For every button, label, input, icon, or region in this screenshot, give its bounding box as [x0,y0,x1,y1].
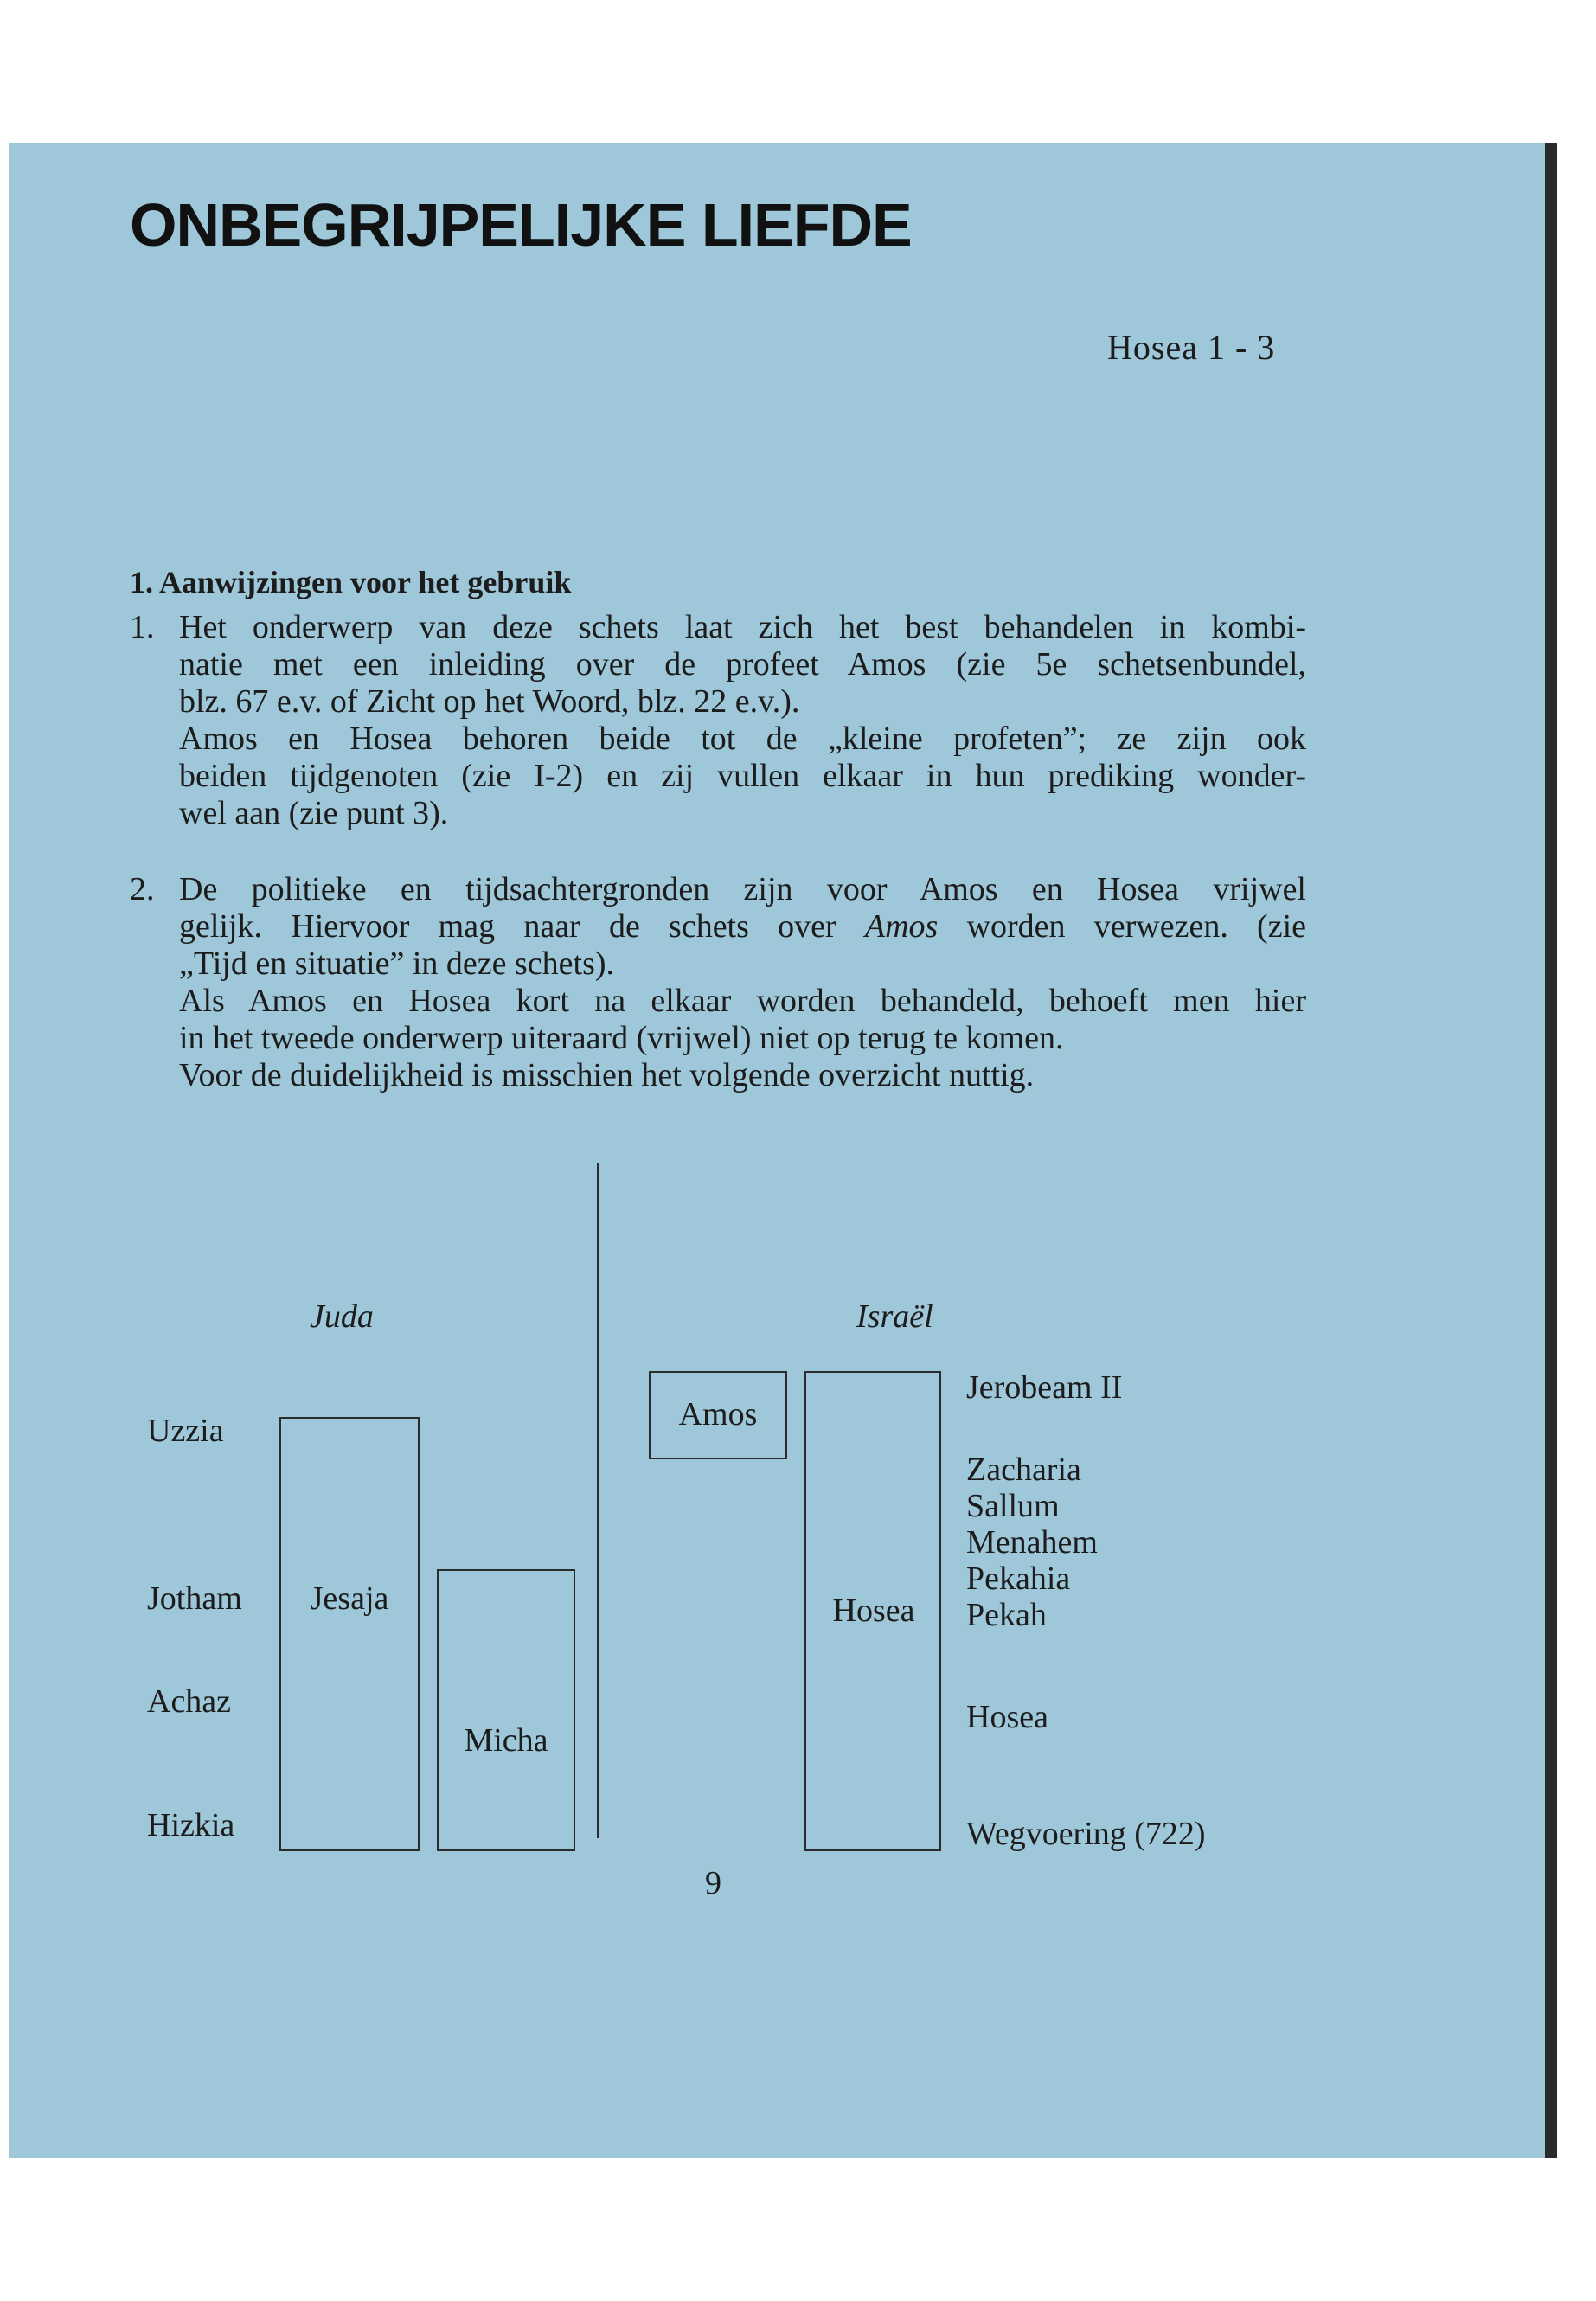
israel-king-zacharia: Zacharia [966,1452,1081,1488]
text-line: De politieke en tijdsachtergronden zijn voor Amos en Hosea vrijwel [179,871,1306,907]
israel-king-jerobeam: Jerobeam II [966,1369,1123,1406]
juda-king-hizkia: Hizkia [147,1807,235,1843]
book-page [9,143,1557,2158]
column-heading-juda: Juda [310,1298,374,1335]
prophet-box-jesaja [279,1417,420,1851]
israel-deportation: Wegvoering (722) [966,1816,1206,1852]
text-line: wel aan (zie punt 3). [179,795,449,831]
column-heading-israel: Israël [856,1298,933,1335]
prophet-box-micha [437,1569,575,1851]
text-line: natie met een inleiding over de profeet Amos (zie 5e schetsenbundel, [179,646,1306,683]
text-line: in het tweede onderwerp uiteraard (vrijwel) niet op terug te komen. [179,1020,1064,1056]
text-line: Voor de duidelijkheid is misschien het volgende overzicht nuttig. [179,1057,1035,1093]
section-heading: 1. Aanwijzingen voor het gebruik [130,565,572,599]
text-line: gelijk. Hiervoor mag naar de schets over Amos worden verwezen. (zie [179,908,1307,945]
text-line: beiden tijdgenoten (zie I-2) en zij vullen elkaar in hun prediking wonder- [179,758,1306,794]
juda-king-uzzia: Uzzia [147,1413,224,1449]
text-line: Het onderwerp van deze schets laat zich het best behandelen in kombi- [179,609,1306,645]
text-line: „Tijd en situatie” in deze schets). [179,945,615,982]
juda-king-jotham: Jotham [147,1580,242,1617]
prophet-label-amos: Amos [678,1396,758,1433]
instruction-item-2 [130,871,1306,1094]
text-line: blz. 67 e.v. of Zicht op het Woord, blz. 22 e.v.). [179,683,800,720]
prophet-label-micha: Micha [464,1722,548,1759]
israel-king-sallum: Sallum [966,1488,1060,1524]
israel-king-hosea: Hosea [966,1699,1048,1735]
prophet-label-jesaja: Jesaja [310,1580,389,1617]
israel-king-pekahia: Pekahia [966,1561,1071,1597]
instruction-item-1 [130,609,1306,832]
bible-reference: Hosea 1 - 3 [1107,328,1276,367]
column-divider [597,1163,599,1838]
item-number: 1. [130,609,155,645]
page-title: ONBEGRIJPELIJKE LIEFDE [130,191,912,259]
text-line: Amos en Hosea behoren beide tot de „kleine profeten”; ze zijn ook [179,721,1306,757]
juda-king-achaz: Achaz [147,1683,232,1720]
israel-king-menahem: Menahem [966,1524,1098,1561]
page-number: 9 [705,1865,721,1901]
prophet-label-hosea: Hosea [832,1593,915,1629]
text-line: Als Amos en Hosea kort na elkaar worden behandeld, behoeft men hier [179,983,1306,1019]
israel-king-pekah: Pekah [966,1597,1047,1633]
item-number: 2. [130,871,155,907]
